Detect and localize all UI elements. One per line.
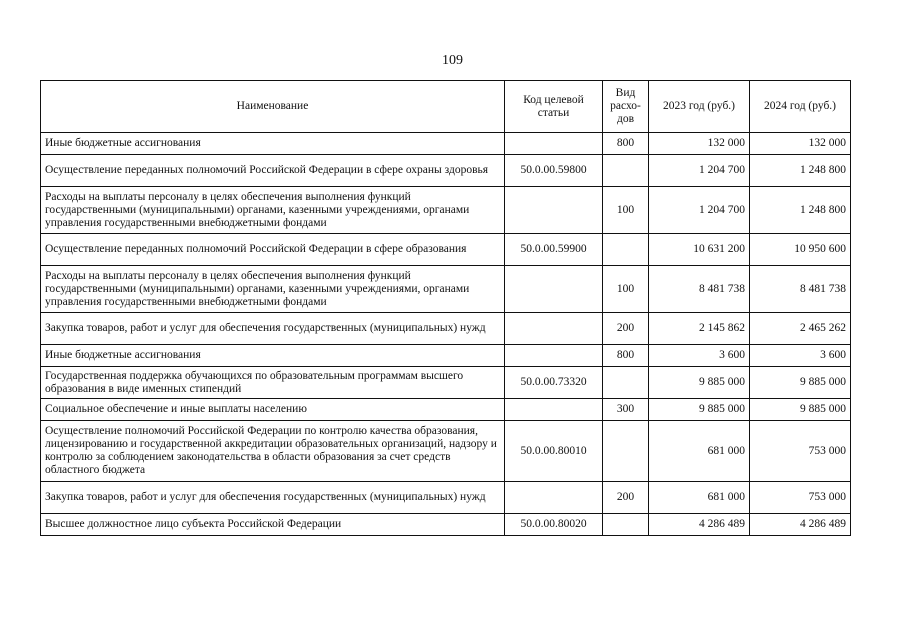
- row-2024: 132 000: [750, 133, 851, 155]
- row-2023: 9 885 000: [649, 399, 750, 421]
- row-type: 800: [603, 345, 649, 367]
- table-row: [41, 187, 851, 234]
- row-name: Осуществление полномочий Российской Федерации по контролю качества образования, лицензированию и государственной аккредитации образовательных организаций, надзору и контролю за соблюдением законодательства в области образования за счет средств областного бюджета: [41, 421, 505, 482]
- row-type: [603, 155, 649, 187]
- row-code: 50.0.00.73320: [505, 367, 603, 399]
- row-2023: 681 000: [649, 482, 750, 514]
- row-name: Государственная поддержка обучающихся по образовательным программам высшего образования в виде именных стипендий: [41, 367, 505, 399]
- row-code: [505, 266, 603, 313]
- table-row: [41, 514, 851, 536]
- row-name: Закупка товаров, работ и услуг для обеспечения государственных (муниципальных) нужд: [41, 313, 505, 345]
- row-type: [603, 514, 649, 536]
- row-code: [505, 345, 603, 367]
- row-name: Иные бюджетные ассигнования: [41, 133, 505, 155]
- row-code: [505, 133, 603, 155]
- row-2024: 9 885 000: [750, 399, 851, 421]
- table-row: [41, 266, 851, 313]
- header-type: Вид расхо-дов: [603, 81, 649, 133]
- table-row: [41, 234, 851, 266]
- table-header-row: [41, 81, 851, 133]
- row-type: [603, 234, 649, 266]
- header-name: Наименование: [41, 81, 505, 133]
- row-type: [603, 421, 649, 482]
- row-type: [603, 367, 649, 399]
- row-name: Расходы на выплаты персоналу в целях обеспечения выполнения функций государственными (муниципальными) органами, казенными учреждениями, органами управления государственными внебюджетными фондами: [41, 266, 505, 313]
- row-type: 100: [603, 266, 649, 313]
- row-code: 50.0.00.80010: [505, 421, 603, 482]
- row-2024: 2 465 262: [750, 313, 851, 345]
- budget-table: [40, 80, 851, 536]
- row-2023: 1 204 700: [649, 155, 750, 187]
- row-code: 50.0.00.59900: [505, 234, 603, 266]
- row-type: 800: [603, 133, 649, 155]
- row-name: Осуществление переданных полномочий Российской Федерации в сфере образования: [41, 234, 505, 266]
- row-2023: 8 481 738: [649, 266, 750, 313]
- table-row: [41, 133, 851, 155]
- row-name: Высшее должностное лицо субъекта Российской Федерации: [41, 514, 505, 536]
- row-2024: 3 600: [750, 345, 851, 367]
- row-name: Закупка товаров, работ и услуг для обеспечения государственных (муниципальных) нужд: [41, 482, 505, 514]
- table-row: [41, 482, 851, 514]
- row-code: 50.0.00.59800: [505, 155, 603, 187]
- row-2024: 753 000: [750, 482, 851, 514]
- row-2024: 8 481 738: [750, 266, 851, 313]
- row-type: 200: [603, 482, 649, 514]
- row-name: Социальное обеспечение и иные выплаты населению: [41, 399, 505, 421]
- row-2024: 4 286 489: [750, 514, 851, 536]
- row-2023: 681 000: [649, 421, 750, 482]
- row-name: Расходы на выплаты персоналу в целях обеспечения выполнения функций государственными (муниципальными) органами, казенными учреждениями, органами управления государственными внебюджетными фондами: [41, 187, 505, 234]
- header-year-2023: 2023 год (руб.): [649, 81, 750, 133]
- header-year-2024: 2024 год (руб.): [750, 81, 851, 133]
- header-code: Код целевой статьи: [505, 81, 603, 133]
- row-2024: 9 885 000: [750, 367, 851, 399]
- row-2024: 10 950 600: [750, 234, 851, 266]
- row-code: [505, 313, 603, 345]
- row-2024: 1 248 800: [750, 155, 851, 187]
- table-row: [41, 313, 851, 345]
- row-2023: 1 204 700: [649, 187, 750, 234]
- row-2023: 132 000: [649, 133, 750, 155]
- table-row: [41, 155, 851, 187]
- row-name: Иные бюджетные ассигнования: [41, 345, 505, 367]
- table-row: [41, 421, 851, 482]
- row-type: 300: [603, 399, 649, 421]
- table-row: [41, 399, 851, 421]
- table-row: [41, 367, 851, 399]
- row-code: [505, 399, 603, 421]
- row-2023: 10 631 200: [649, 234, 750, 266]
- row-2024: 753 000: [750, 421, 851, 482]
- page-number: 109: [442, 53, 463, 68]
- row-2023: 9 885 000: [649, 367, 750, 399]
- table-row: [41, 345, 851, 367]
- row-2023: 3 600: [649, 345, 750, 367]
- row-code: [505, 187, 603, 234]
- row-2024: 1 248 800: [750, 187, 851, 234]
- row-code: [505, 482, 603, 514]
- row-type: 200: [603, 313, 649, 345]
- row-type: 100: [603, 187, 649, 234]
- row-2023: 4 286 489: [649, 514, 750, 536]
- row-name: Осуществление переданных полномочий Российской Федерации в сфере охраны здоровья: [41, 155, 505, 187]
- row-code: 50.0.00.80020: [505, 514, 603, 536]
- row-2023: 2 145 862: [649, 313, 750, 345]
